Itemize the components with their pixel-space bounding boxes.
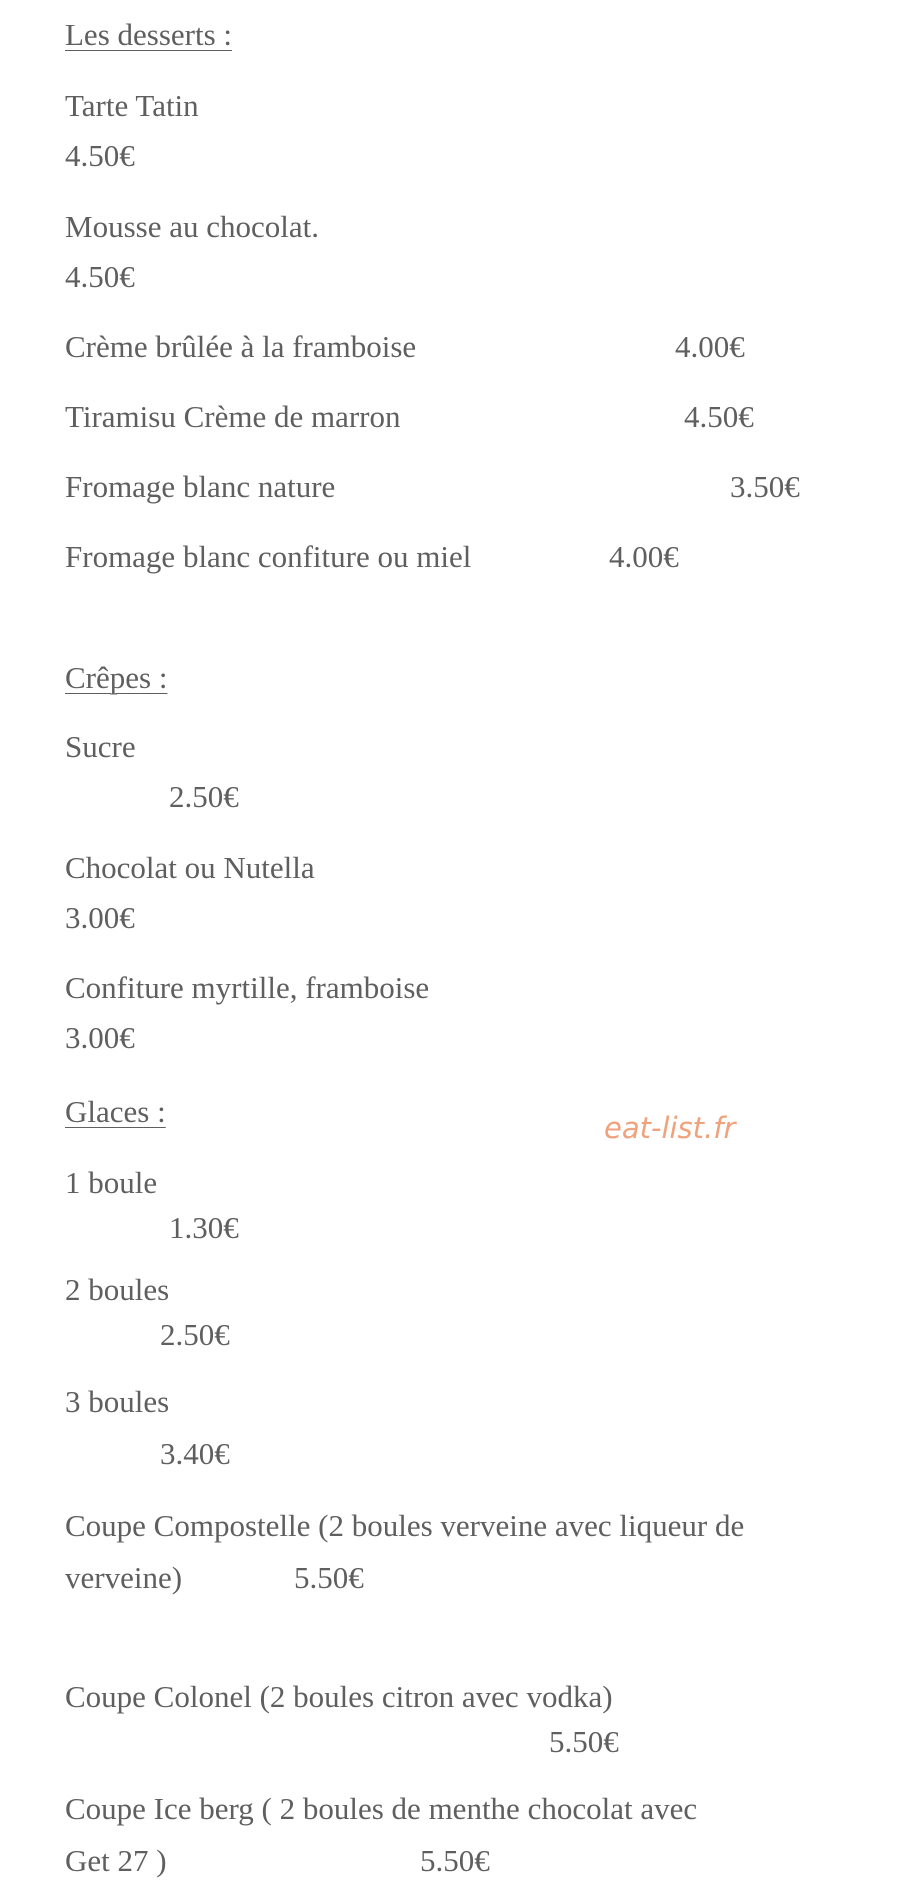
crepe-name-chocolat: Chocolat ou Nutella [65,850,315,885]
crepes-heading: Crêpes : [65,660,168,695]
dessert-price-tarte-tatin: 4.50€ [65,138,135,173]
crepe-price-chocolat: 3.00€ [65,900,135,935]
glace-name-colonel: Coupe Colonel (2 boules citron avec vodka) [65,1679,613,1714]
glace-name-compostelle-line1: Coupe Compostelle (2 boules verveine avec liqueur de [65,1508,745,1543]
glace-name-2-boules: 2 boules [65,1272,170,1307]
crepe-name-sucre: Sucre [65,729,136,764]
glace-price-2-boules: 2.50€ [160,1317,230,1352]
glace-price-compostelle: 5.50€ [294,1560,364,1595]
desserts-heading: Les desserts : [65,17,233,52]
dessert-name-mousse: Mousse au chocolat. [65,209,319,244]
dessert-name-creme-brulee: Crème brûlée à la framboise [65,329,417,364]
dessert-price-fromage-nature: 3.50€ [730,469,800,504]
glace-price-1-boule: 1.30€ [169,1210,239,1245]
glace-price-colonel: 5.50€ [549,1724,619,1759]
dessert-name-fromage-nature: Fromage blanc nature [65,469,336,504]
crepe-price-sucre: 2.50€ [169,779,239,814]
dessert-name-fromage-confiture: Fromage blanc confiture ou miel [65,539,472,574]
dessert-price-creme-brulee: 4.00€ [675,329,745,364]
crepe-name-confiture: Confiture myrtille, framboise [65,970,430,1005]
glace-name-compostelle-line2: verveine) [65,1560,183,1595]
dessert-name-tarte-tatin: Tarte Tatin [65,88,199,123]
glace-price-iceberg: 5.50€ [420,1843,490,1878]
dessert-price-tiramisu: 4.50€ [684,399,754,434]
dessert-name-tiramisu: Tiramisu Crème de marron [65,399,401,434]
watermark-text: eat-list.fr [604,1111,736,1145]
glace-name-iceberg-line1: Coupe Ice berg ( 2 boules de menthe chocolat avec [65,1791,698,1826]
dessert-price-fromage-confiture: 4.00€ [609,539,679,574]
glace-name-iceberg-line2: Get 27 ) [65,1843,167,1878]
glace-name-3-boules: 3 boules [65,1384,170,1419]
dessert-price-mousse: 4.50€ [65,259,135,294]
glace-price-3-boules: 3.40€ [160,1436,230,1471]
crepe-price-confiture: 3.00€ [65,1020,135,1055]
glaces-heading: Glaces : [65,1094,166,1129]
glace-name-1-boule: 1 boule [65,1165,158,1200]
